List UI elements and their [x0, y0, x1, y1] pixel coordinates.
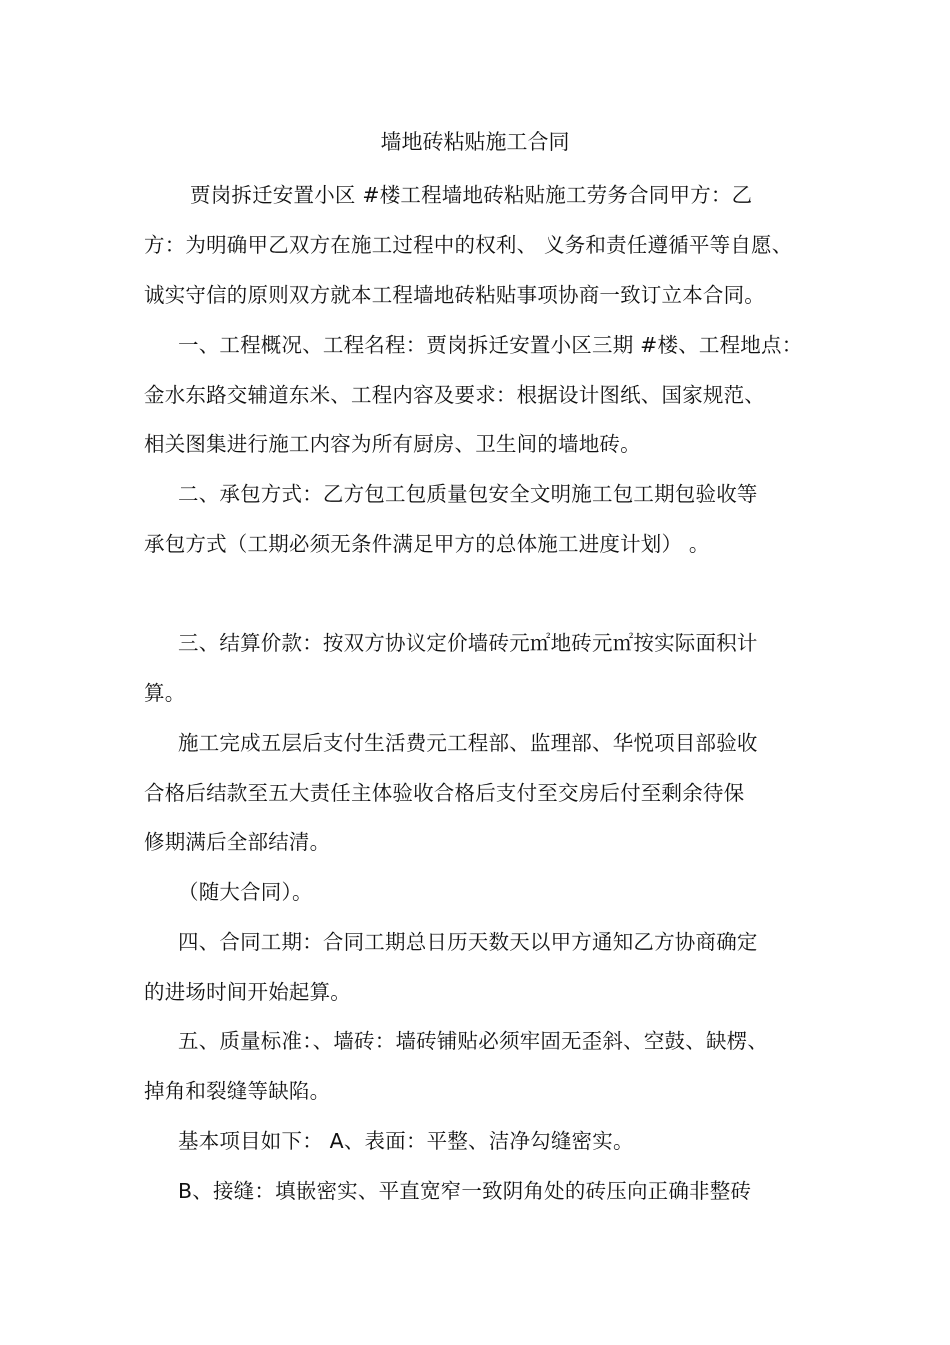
text-line-6: 相关图集进行施工内容为所有厨房、卫生间的墙地砖。 [144, 432, 641, 456]
text-line-20: B、接缝：填嵌密实、平直宽窄一致阴角处的砖压向正确非整砖 [178, 1179, 752, 1203]
text-line-11: 施工完成五层后支付生活费元工程部、监理部、华悦项目部验收 [178, 731, 758, 755]
text-line-14: （随大合同）。 [178, 880, 313, 904]
text-line-18: 掉角和裂缝等缺陷。 [144, 1079, 331, 1103]
text-line-15: 四、合同工期：合同工期总日历天数天以甲方通知乙方协商确定 [178, 930, 758, 954]
text-line-19: 基本项目如下： A、表面：平整、洁净勾缝密实。 [178, 1129, 634, 1153]
text-line-3: 诚实守信的原则双方就本工程墙地砖粘贴事项协商一致订立本合同。 [144, 283, 765, 307]
text-line-10: 算。 [144, 681, 186, 705]
text-line-4: 一、工程概况、工程名程：贾岗拆迁安置小区三期 #楼、工程地点： [178, 333, 803, 357]
text-line-17: 五、质量标准：、墙砖：墙砖铺贴必须牢固无歪斜、空鼓、缺楞、 [178, 1029, 769, 1053]
text-line-1: 贾岗拆迁安置小区 #楼工程墙地砖粘贴施工劳务合同甲方：乙 [190, 183, 753, 207]
text-line-2: 方：为明确甲乙双方在施工过程中的权利、 义务和责任遵循平等自愿、 [144, 233, 793, 257]
text-line-9: 三、结算价款：按双方协议定价墙砖元㎡地砖元㎡按实际面积计 [178, 631, 758, 655]
text-line-12: 合格后结款至五大责任主体验收合格后支付至交房后付至剩余待保 [144, 781, 745, 805]
text-line-7: 二、承包方式：乙方包工包质量包安全文明施工包工期包验收等 [178, 482, 758, 506]
text-line-13: 修期满后全部结清。 [144, 830, 331, 854]
text-line-5: 金水东路交辅道东米、工程内容及要求：根据设计图纸、国家规范、 [144, 383, 765, 407]
document-title: 墙地砖粘贴施工合同 [380, 130, 570, 154]
text-line-16: 的进场时间开始起算。 [144, 980, 351, 1004]
text-line-8: 承包方式（工期必须无条件满足甲方的总体施工进度计划） 。 [144, 532, 710, 556]
